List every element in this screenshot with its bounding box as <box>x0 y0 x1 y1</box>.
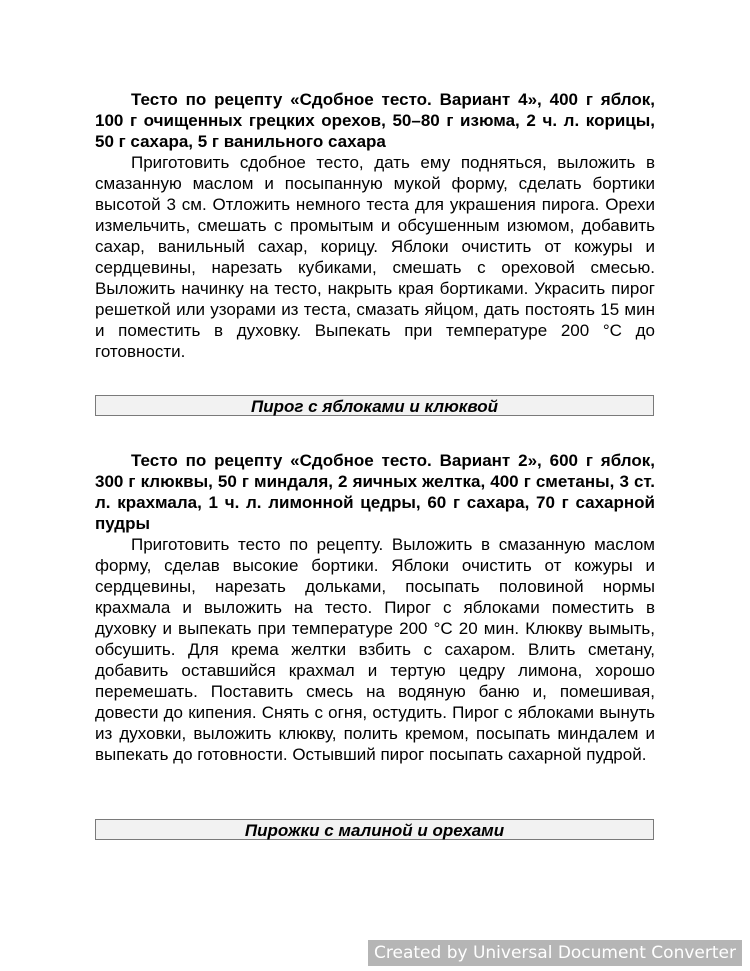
recipe-2-method: Приготовить тесто по рецепту. Выложить в смазанную маслом форму, сделав высокие бортики. Яблоки очистить от кожуры и сердцевины, нарезать дольками, посыпать половиной нормы крахмала и выложить на тесто. Пирог с яблоками поместить в духовку и выпекать при температуре 200 °С 20 мин. Клюкву вымыть, обсушить. Для крема желтки взбить с сахаром. Влить сметану, добавить оставшийся крахмал и тертую цедру лимона, хорошо перемешать. Поставить смесь на водяную баню и, помешивая, довести до кипения. Снять с огня, остудить. Пирог с яблоками вынуть из духовки, выложить клюкву, полить кремом, посыпать миндалем и выпекать до готовности. Остывший пирог посыпать сахарной пудрой. <box>95 535 655 764</box>
recipe-3-title: Пирожки с малиной и орехами <box>95 819 654 840</box>
recipe-1-method: Приготовить сдобное тесто, дать ему подняться, выложить в смазанную маслом и посыпанную мукой форму, сделать бортики высотой 3 см. Отложить немного теста для украшения пирога. Орехи измельчить, смешать с промытым и обсушенным изюмом, добавить сахар, ванильный сахар, корицу. Яблоки очистить от кожуры и сердцевины, нарезать кубиками, смешать с ореховой смесью. Выложить начинку на тесто, накрыть края бортиками. Украсить пирог решеткой или узорами из теста, смазать яйцом, дать постоять 15 мин и поместить в духовку. Выпекать при температуре 200 °С до готовности. <box>95 153 655 361</box>
recipe-1-ingredients: Тесто по рецепту «Сдобное тесто. Вариант 4», 400 г яблок, 100 г очищенных грецких орехов, 50–80 г изюма, 2 ч. л. корицы, 50 г сахара, 5 г ванильного сахара <box>95 90 655 151</box>
watermark: Created by Universal Document Converter <box>368 940 742 966</box>
recipe-2-ingredients: Тесто по рецепту «Сдобное тесто. Вариант 2», 600 г яблок, 300 г клюквы, 50 г миндаля, 2 яичных желтка, 400 г сметаны, 3 ст. л. крахмала, 1 ч. л. лимонной цедры, 60 г сахара, 70 г сахарной пудры <box>95 451 655 533</box>
recipe-2-title: Пирог с яблоками и клюквой <box>95 395 654 416</box>
